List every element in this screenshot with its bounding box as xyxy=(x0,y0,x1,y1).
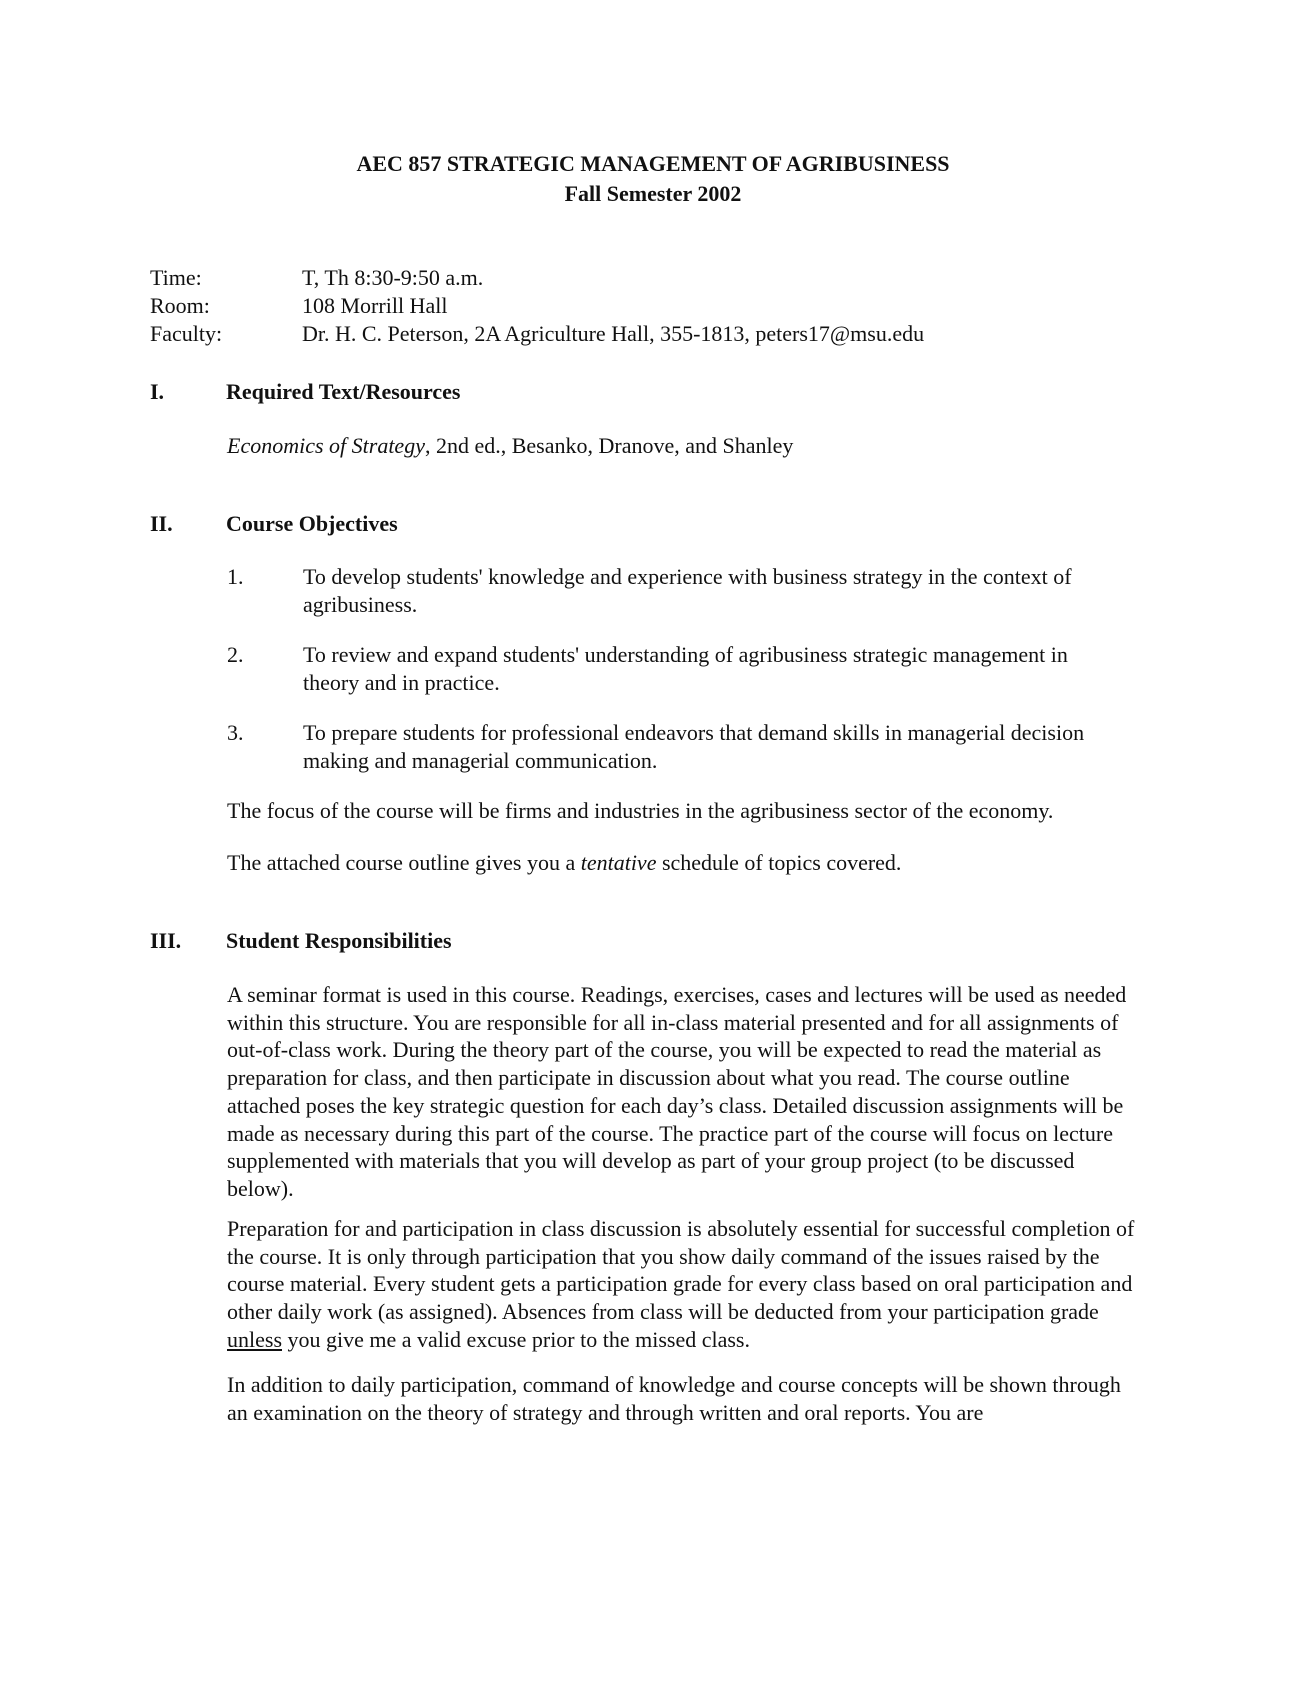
paragraph-text: A seminar format is used in this course. Readings, exercises, cases and lectures will be used as needed within this structure. You are responsible for all in-class material presented and for all assignments of out-of-class work. During the theory part of the course, you will be expected to read the material as preparation for class, and then participate in discussion about what you read. The course outline attached poses the key strategic question for each day’s class. Detailed discussion assignments will be made as necessary during this part of the course. The practice part of the course will focus on lecture supplemented with materials that you will develop as part of your group project (to be discussed below). xyxy=(227,982,1127,1201)
objective-item xyxy=(227,719,1127,774)
outline-paragraph xyxy=(227,849,1147,877)
document-header xyxy=(0,149,1306,209)
paragraph-text-end: you give me a valid excuse prior to the missed class. xyxy=(282,1326,750,1352)
section-heading-required-text xyxy=(150,377,1150,407)
info-label: Faculty: xyxy=(150,321,223,346)
objective-text: To prepare students for professional endeavors that demand skills in managerial decision making and managerial communication. xyxy=(303,720,1085,773)
info-row-room xyxy=(150,292,924,320)
objective-text: To review and expand students' understanding of agribusiness strategic management in theory and in practice. xyxy=(303,642,1068,695)
objective-number: 1. xyxy=(227,564,244,589)
info-row-faculty xyxy=(150,320,924,348)
info-row-time xyxy=(150,264,924,292)
section-title: Course Objectives xyxy=(226,511,398,536)
section-heading-objectives xyxy=(150,509,1150,539)
section-heading-responsibilities xyxy=(150,926,1150,956)
focus-text: The focus of the course will be firms and industries in the agribusiness sector of the economy. xyxy=(227,798,1054,823)
responsibilities-paragraph-3 xyxy=(227,1371,1142,1426)
objective-item xyxy=(227,641,1127,696)
responsibilities-paragraph-2 xyxy=(227,1215,1142,1354)
course-info xyxy=(150,264,924,348)
responsibilities-paragraph-1 xyxy=(227,981,1142,1203)
objective-text: To develop students' knowledge and experience with business strategy in the context of agribusiness. xyxy=(303,564,1072,617)
outline-text-start: The attached course outline gives you a xyxy=(227,850,581,875)
info-label: Time: xyxy=(150,265,202,290)
info-value: Dr. H. C. Peterson, 2A Agriculture Hall, 355-1813, peters17@msu.edu xyxy=(302,321,925,346)
info-value: T, Th 8:30-9:50 a.m. xyxy=(302,265,484,290)
section-number: II. xyxy=(150,511,173,536)
paragraph-text: Preparation for and participation in class discussion is absolutely essential for successful completion of the course. It is only through participation that you show daily command of the issues raised by the course material. Every student gets a participation grade for every class based on oral participation and other daily work (as assigned). Absences from class will be deducted from your participation grade xyxy=(227,1216,1135,1325)
section-number: III. xyxy=(150,928,182,953)
paragraph-text: In addition to daily participation, command of knowledge and course concepts will be shown through an examination on the theory of strategy and through written and oral reports. You are xyxy=(227,1372,1121,1425)
focus-paragraph xyxy=(227,797,1147,825)
book-details: , 2nd ed., Besanko, Dranove, and Shanley xyxy=(424,433,794,458)
section-title: Required Text/Resources xyxy=(226,379,461,404)
info-value: 108 Morrill Hall xyxy=(302,293,448,318)
objective-number: 3. xyxy=(227,720,244,745)
book-title: Economics of Strategy xyxy=(227,433,425,458)
section-number: I. xyxy=(150,379,165,404)
info-label: Room: xyxy=(150,293,210,318)
objective-number: 2. xyxy=(227,642,244,667)
section-title: Student Responsibilities xyxy=(226,928,452,953)
outline-text-italic: tentative xyxy=(580,850,657,875)
semester-subtitle: Fall Semester 2002 xyxy=(564,181,742,206)
course-title: AEC 857 STRATEGIC MANAGEMENT OF AGRIBUSINESS xyxy=(356,151,950,176)
underlined-word: unless xyxy=(227,1326,282,1352)
required-text-citation xyxy=(227,432,1147,460)
objective-item xyxy=(227,563,1127,618)
outline-text-end: schedule of topics covered. xyxy=(656,850,902,875)
